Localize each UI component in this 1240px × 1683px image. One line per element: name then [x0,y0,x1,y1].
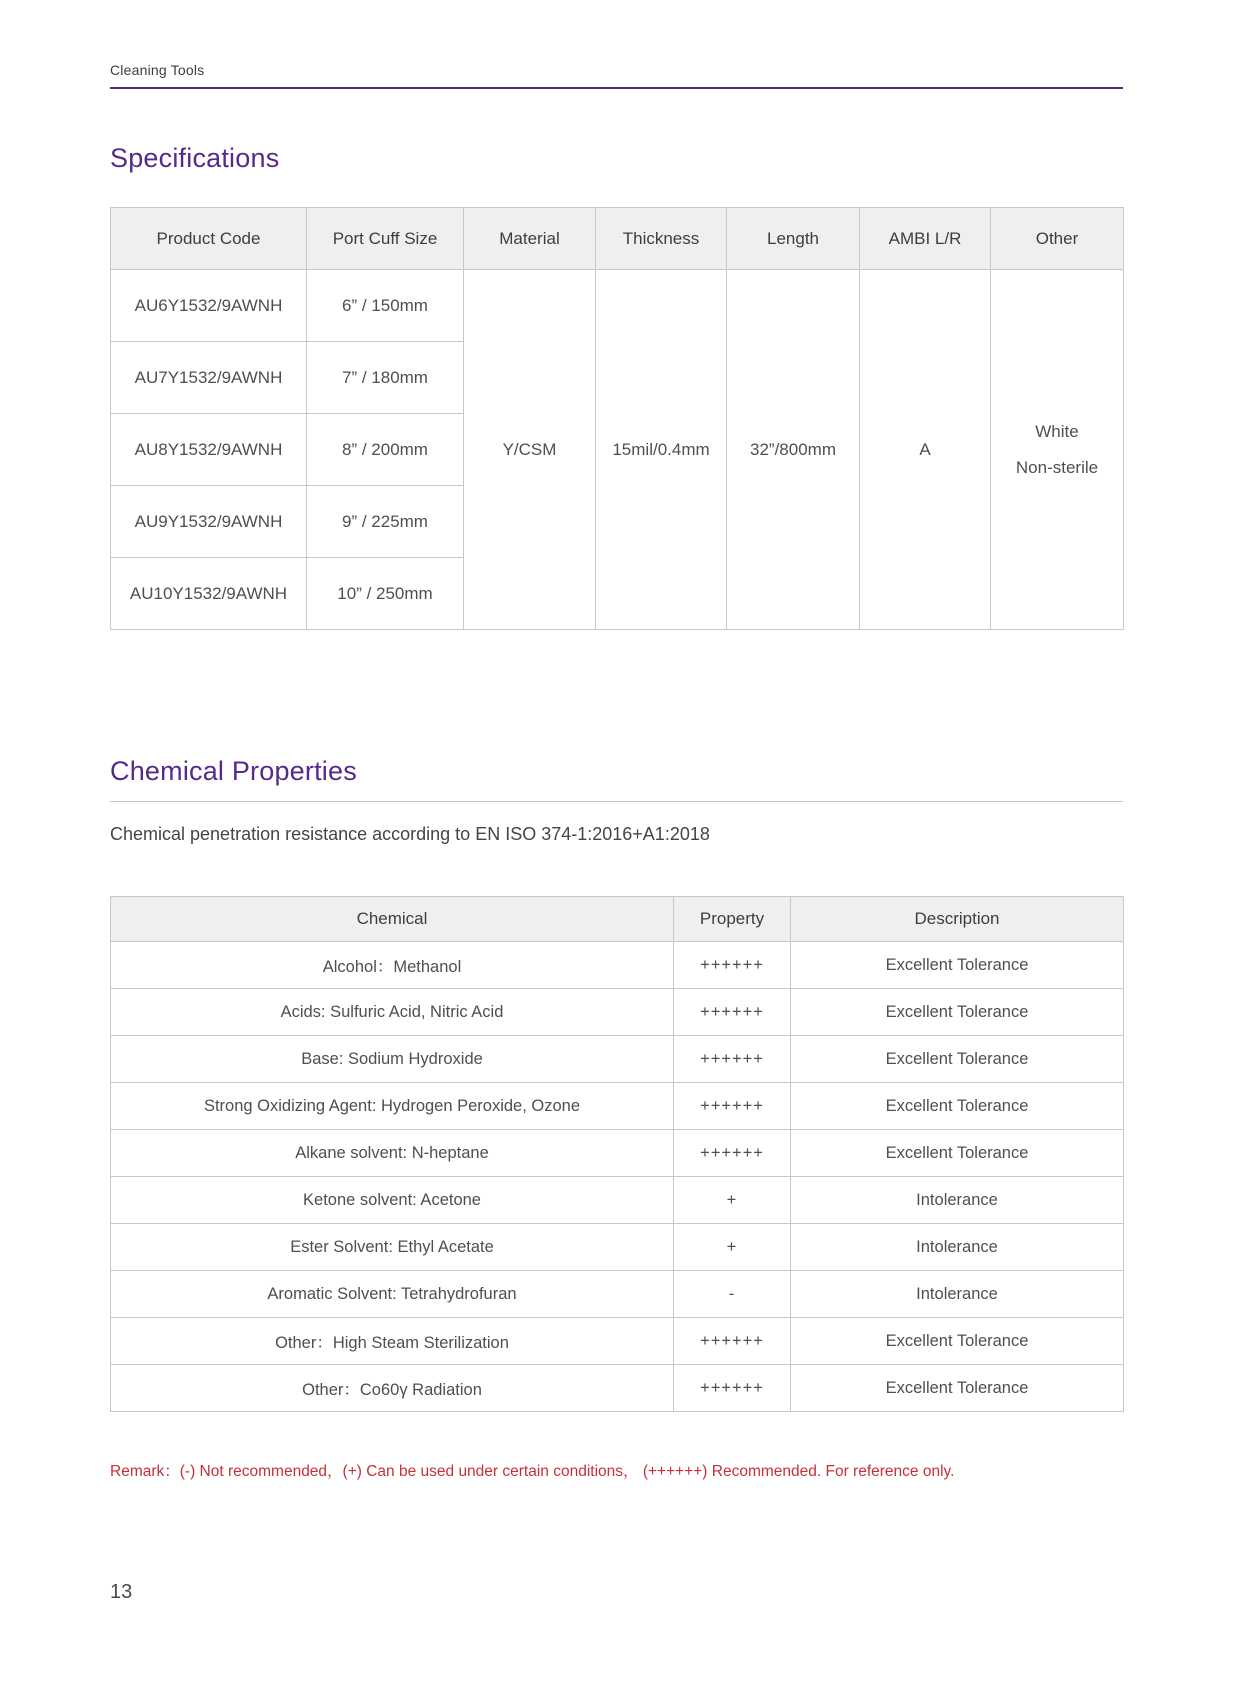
chemical-name-cell: Alcohol：Methanol [111,942,674,989]
chem-row [111,1130,1124,1177]
chemical-name-cell: Other：High Steam Sterilization [111,1318,674,1365]
chemical-name-cell: Alkane solvent: N-heptane [111,1130,674,1177]
spec-header-row [111,208,1124,270]
description-cell: Excellent Tolerance [791,942,1124,989]
chemical-name-cell: Ketone solvent: Acetone [111,1177,674,1224]
spec-header-other: Other [991,208,1124,270]
product-code-cell: AU7Y1532/9AWNH [111,342,307,414]
property-cell: ++++++ [674,989,791,1036]
cuff-size-cell: 10” / 250mm [307,558,464,630]
section-title-specifications: Specifications [110,143,280,173]
property-cell: + [674,1224,791,1271]
chem-header-description: Description [791,897,1124,942]
property-cell: ++++++ [674,1083,791,1130]
cuff-size-cell: 7” / 180mm [307,342,464,414]
breadcrumb: Cleaning Tools [110,62,205,78]
chemical-name-cell: Acids: Sulfuric Acid, Nitric Acid [111,989,674,1036]
spec-row [111,270,1124,342]
property-cell: ++++++ [674,1365,791,1412]
description-cell: Excellent Tolerance [791,1036,1124,1083]
description-cell: Excellent Tolerance [791,1365,1124,1412]
specifications-table [110,207,1124,630]
chem-row [111,1083,1124,1130]
other-cell [991,270,1124,630]
description-cell: Excellent Tolerance [791,989,1124,1036]
chem-row [111,1318,1124,1365]
chemical-name-cell: Strong Oxidizing Agent: Hydrogen Peroxide, Ozone [111,1083,674,1130]
chem-header-row [111,897,1124,942]
product-code-cell: AU9Y1532/9AWNH [111,486,307,558]
property-cell: ++++++ [674,1036,791,1083]
spec-header-product-code: Product Code [111,208,307,270]
description-cell: Intolerance [791,1271,1124,1318]
chem-header-chemical: Chemical [111,897,674,942]
other-color: White [1035,421,1079,441]
property-cell: ++++++ [674,942,791,989]
spec-header-length: Length [727,208,860,270]
chemical-name-cell: Other：Co60γ Radiation [111,1365,674,1412]
description-cell: Intolerance [791,1177,1124,1224]
property-cell: + [674,1177,791,1224]
chemical-name-cell: Base: Sodium Hydroxide [111,1036,674,1083]
chem-header-property: Property [674,897,791,942]
chem-row [111,942,1124,989]
chemical-name-cell: Ester Solvent: Ethyl Acetate [111,1224,674,1271]
property-cell: ++++++ [674,1318,791,1365]
cuff-size-cell: 8” / 200mm [307,414,464,486]
spec-header-port-cuff-size: Port Cuff Size [307,208,464,270]
description-cell: Intolerance [791,1224,1124,1271]
chem-row [111,1365,1124,1412]
product-code-cell: AU8Y1532/9AWNH [111,414,307,486]
other-sterility: Non-sterile [1015,457,1099,477]
chemical-title-divider [110,801,1123,802]
spec-header-ambi: AMBI L/R [860,208,991,270]
chem-row [111,1271,1124,1318]
chemical-name-cell: Aromatic Solvent: Tetrahydrofuran [111,1271,674,1318]
chemical-table [110,896,1124,1412]
header-divider [110,87,1123,89]
chem-row [111,1177,1124,1224]
property-cell: - [674,1271,791,1318]
spec-header-thickness: Thickness [596,208,727,270]
length-cell: 32”/800mm [727,270,860,630]
chemical-subtitle: Chemical penetration resistance according to EN ISO 374-1:2016+A1:2018 [110,824,710,844]
description-cell: Excellent Tolerance [791,1130,1124,1177]
chem-row [111,1224,1124,1271]
description-cell: Excellent Tolerance [791,1083,1124,1130]
product-code-cell: AU6Y1532/9AWNH [111,270,307,342]
page-number: 13 [110,1581,133,1603]
ambi-cell: A [860,270,991,630]
chem-row [111,989,1124,1036]
property-cell: ++++++ [674,1130,791,1177]
chem-row [111,1036,1124,1083]
material-cell: Y/CSM [464,270,596,630]
cuff-size-cell: 9” / 225mm [307,486,464,558]
thickness-cell: 15mil/0.4mm [596,270,727,630]
cuff-size-cell: 6” / 150mm [307,270,464,342]
description-cell: Excellent Tolerance [791,1318,1124,1365]
spec-header-material: Material [464,208,596,270]
product-code-cell: AU10Y1532/9AWNH [111,558,307,630]
remark-text: Remark：(-) Not recommended，(+) Can be used under certain conditions， (++++++) Recommended. For reference only. [110,1463,955,1480]
section-title-chemical-properties: Chemical Properties [110,756,357,786]
